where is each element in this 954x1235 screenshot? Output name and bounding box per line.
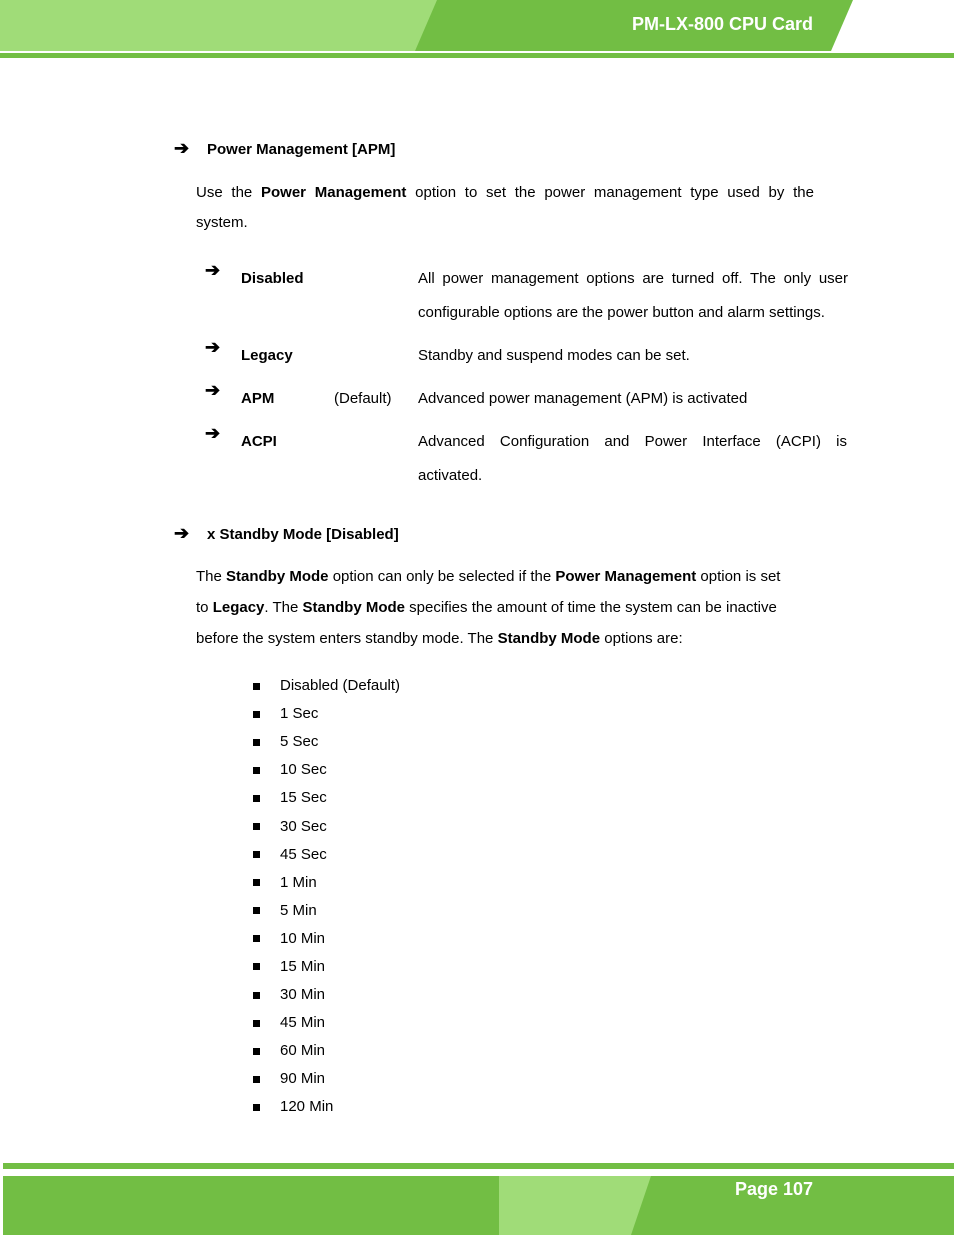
footer-band-light [499, 1176, 651, 1235]
arrow-right-icon: ➔ [205, 260, 221, 280]
text: options are: [600, 630, 683, 647]
page-number: Page 107 [734, 1179, 813, 1199]
square-bullet-icon [253, 1104, 260, 1111]
list-item [253, 869, 400, 897]
list-item-label: 30 Sec [280, 817, 327, 835]
bold-text: Standby Mode [302, 599, 405, 616]
text: specifies the amount of time the system can be inactive [405, 599, 777, 616]
standby-options-list [253, 672, 400, 1122]
list-item-label: 10 Min [280, 929, 326, 947]
section2-line2 [196, 592, 777, 623]
text: option can only be selected if the [328, 568, 556, 585]
square-bullet-icon [253, 992, 260, 999]
list-item-label: Disabled (Default) [280, 677, 401, 695]
arrow-right-icon: ➔ [174, 523, 190, 543]
list-item [253, 756, 400, 784]
square-bullet-icon [253, 795, 260, 802]
section2-line1 [196, 561, 780, 592]
square-bullet-icon [253, 879, 260, 886]
square-bullet-icon [253, 823, 260, 830]
list-item-label: 120 Min [280, 1098, 334, 1116]
list-item [253, 981, 400, 1009]
list-item [253, 1037, 400, 1065]
square-bullet-icon [253, 907, 260, 914]
list-item [253, 728, 400, 756]
intro-text: option to set the power management type used by the [415, 184, 814, 201]
option-description: Advanced power management (APM) is activated [418, 390, 748, 407]
list-item-label: 1 Sec [280, 705, 319, 723]
square-bullet-icon [253, 851, 260, 858]
list-item-label: 60 Min [280, 1042, 326, 1060]
intro-text: Use the [196, 184, 253, 201]
intro-bold: Power Management [261, 184, 407, 201]
list-item [253, 841, 400, 869]
square-bullet-icon [253, 767, 260, 774]
list-item [253, 1009, 400, 1037]
section1-intro-line2: system. [196, 214, 248, 231]
option-name: APM [241, 390, 275, 407]
bold-text: Standby Mode [497, 630, 601, 647]
bold-text: Power Management [555, 568, 697, 585]
footer-rule [3, 1163, 954, 1169]
bold-text: Standby Mode [226, 568, 329, 585]
list-item [253, 925, 400, 953]
list-item [253, 812, 400, 840]
square-bullet-icon [253, 683, 260, 690]
section-heading-power-management: Power Management [APM] [207, 141, 396, 158]
arrow-right-icon: ➔ [205, 337, 221, 357]
list-item [253, 672, 400, 700]
list-item-label: 5 Min [280, 901, 317, 919]
text: to [196, 599, 213, 616]
list-item [253, 784, 400, 812]
bold-text: Legacy [212, 599, 265, 616]
section2-line3 [196, 623, 683, 654]
square-bullet-icon [253, 739, 260, 746]
document-title: PM-LX-800 CPU Card [631, 14, 813, 34]
option-name: Disabled [241, 270, 304, 287]
list-item-label: 10 Sec [280, 761, 327, 779]
square-bullet-icon [253, 1020, 260, 1027]
section-heading-standby-mode: x Standby Mode [Disabled] [207, 526, 399, 543]
list-item [253, 1093, 400, 1121]
list-item-label: 5 Sec [280, 733, 319, 751]
option-name: Legacy [241, 347, 293, 364]
option-name: ACPI [241, 433, 277, 450]
header-band-light [0, 0, 440, 51]
list-item [253, 700, 400, 728]
square-bullet-icon [253, 711, 260, 718]
list-item-label: 15 Min [280, 957, 326, 975]
list-item-label: 30 Min [280, 986, 326, 1004]
square-bullet-icon [253, 1076, 260, 1083]
option-description: Standby and suspend modes can be set. [418, 347, 690, 364]
list-item [253, 1065, 400, 1093]
arrow-right-icon: ➔ [174, 138, 190, 158]
option-description: Advanced Configuration and Power Interface (ACPI) is activated. [418, 433, 847, 484]
list-item [253, 953, 400, 981]
text: The [196, 568, 227, 585]
text: before the system enters standby mode. The [196, 630, 498, 647]
list-item-label: 90 Min [280, 1070, 326, 1088]
list-item-label: 45 Min [280, 1014, 326, 1032]
list-item [253, 897, 400, 925]
text: . The [264, 599, 303, 616]
list-item-label: 45 Sec [280, 845, 327, 863]
square-bullet-icon [253, 1048, 260, 1055]
option-description: All power management options are turned off. The only user configurable options are the power button and alarm settings. [418, 270, 848, 321]
option-default-tag: (Default) [334, 390, 392, 407]
arrow-right-icon: ➔ [205, 380, 221, 400]
list-item-label: 15 Sec [280, 789, 327, 807]
arrow-right-icon: ➔ [205, 423, 221, 443]
header-rule [0, 53, 954, 58]
square-bullet-icon [253, 963, 260, 970]
list-item-label: 1 Min [280, 873, 317, 891]
section1-intro-line1 [196, 177, 814, 208]
text: option is set [696, 568, 781, 585]
square-bullet-icon [253, 935, 260, 942]
